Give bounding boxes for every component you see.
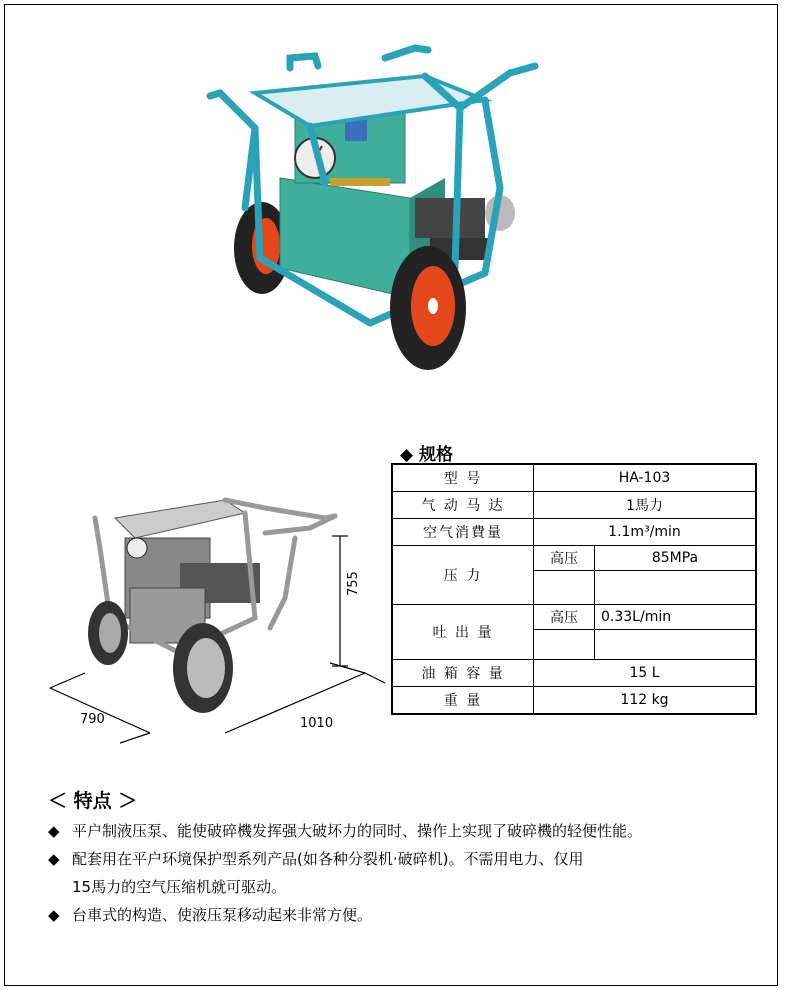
spec-label: 气 动 马 达 <box>392 492 534 519</box>
spec-label: 型 号 <box>392 464 534 492</box>
spec-label: 空气消費量 <box>392 519 534 546</box>
feature-item <box>48 904 372 925</box>
feature-item <box>48 848 583 869</box>
spec-value: 112 kg <box>534 687 757 715</box>
spec-label: 重 量 <box>392 687 534 715</box>
spec-empty-cell <box>595 571 757 605</box>
feature-text: 配套用在平户环境保护型系列产品(如各种分裂机·破碎机)。不需用电力、仅用 <box>72 850 584 868</box>
spec-value: 1.1m³/min <box>534 519 757 546</box>
diamond-bullet-icon: ◆ <box>48 822 60 840</box>
feature-text: 平户制液压泵、能使破碎機发挥强大破坏力的同时、操作上实现了破碎機的轻便性能。 <box>72 822 643 840</box>
spec-empty-cell <box>595 630 757 660</box>
spec-label: 油 箱 容 量 <box>392 660 534 687</box>
spec-row-motor <box>392 492 756 519</box>
features-heading: ＜ 特点 ＞ <box>48 790 138 812</box>
feature-text: 15馬力的空气压缩机就可驱动。 <box>72 878 287 896</box>
spec-sub-label: 高压 <box>534 605 595 630</box>
spec-row-weight <box>392 687 756 715</box>
spec-value: 85MPa <box>595 546 757 571</box>
spec-empty-cell <box>534 630 595 660</box>
spec-row-tank <box>392 660 756 687</box>
diamond-bullet-icon: ◆ <box>48 906 60 924</box>
gray-rear-wheel <box>88 601 128 665</box>
spec-label: 吐 出 量 <box>392 605 534 660</box>
dimension-depth: 790 <box>80 712 105 727</box>
spec-value: HA-103 <box>534 464 757 492</box>
dimension-height: 755 <box>346 571 361 596</box>
feature-item <box>48 820 642 841</box>
spec-row-air <box>392 519 756 546</box>
gray-front-wheel <box>173 623 233 713</box>
spec-row-pressure <box>392 546 756 571</box>
spec-value: 0.33L/min <box>595 605 757 630</box>
spec-heading: ◆ 规格 <box>400 445 453 465</box>
gray-pump-body <box>115 500 260 643</box>
spec-sub-label: 高压 <box>534 546 595 571</box>
dimension-width: 1010 <box>300 716 334 731</box>
spec-value: 1馬力 <box>534 492 757 519</box>
feature-item-continued <box>72 876 286 897</box>
spec-table <box>391 463 757 715</box>
front-wheel <box>390 246 466 370</box>
spec-row-model <box>392 464 756 492</box>
spec-row-output <box>392 605 756 630</box>
spec-label: 压 力 <box>392 546 534 605</box>
spec-value: 15 L <box>534 660 757 687</box>
diamond-bullet-icon: ◆ <box>48 850 60 868</box>
pump-cart-photo <box>200 38 555 383</box>
spec-empty-cell <box>534 571 595 605</box>
feature-text: 台車式的构造、使液压泵移动起来非常方便。 <box>72 906 373 924</box>
